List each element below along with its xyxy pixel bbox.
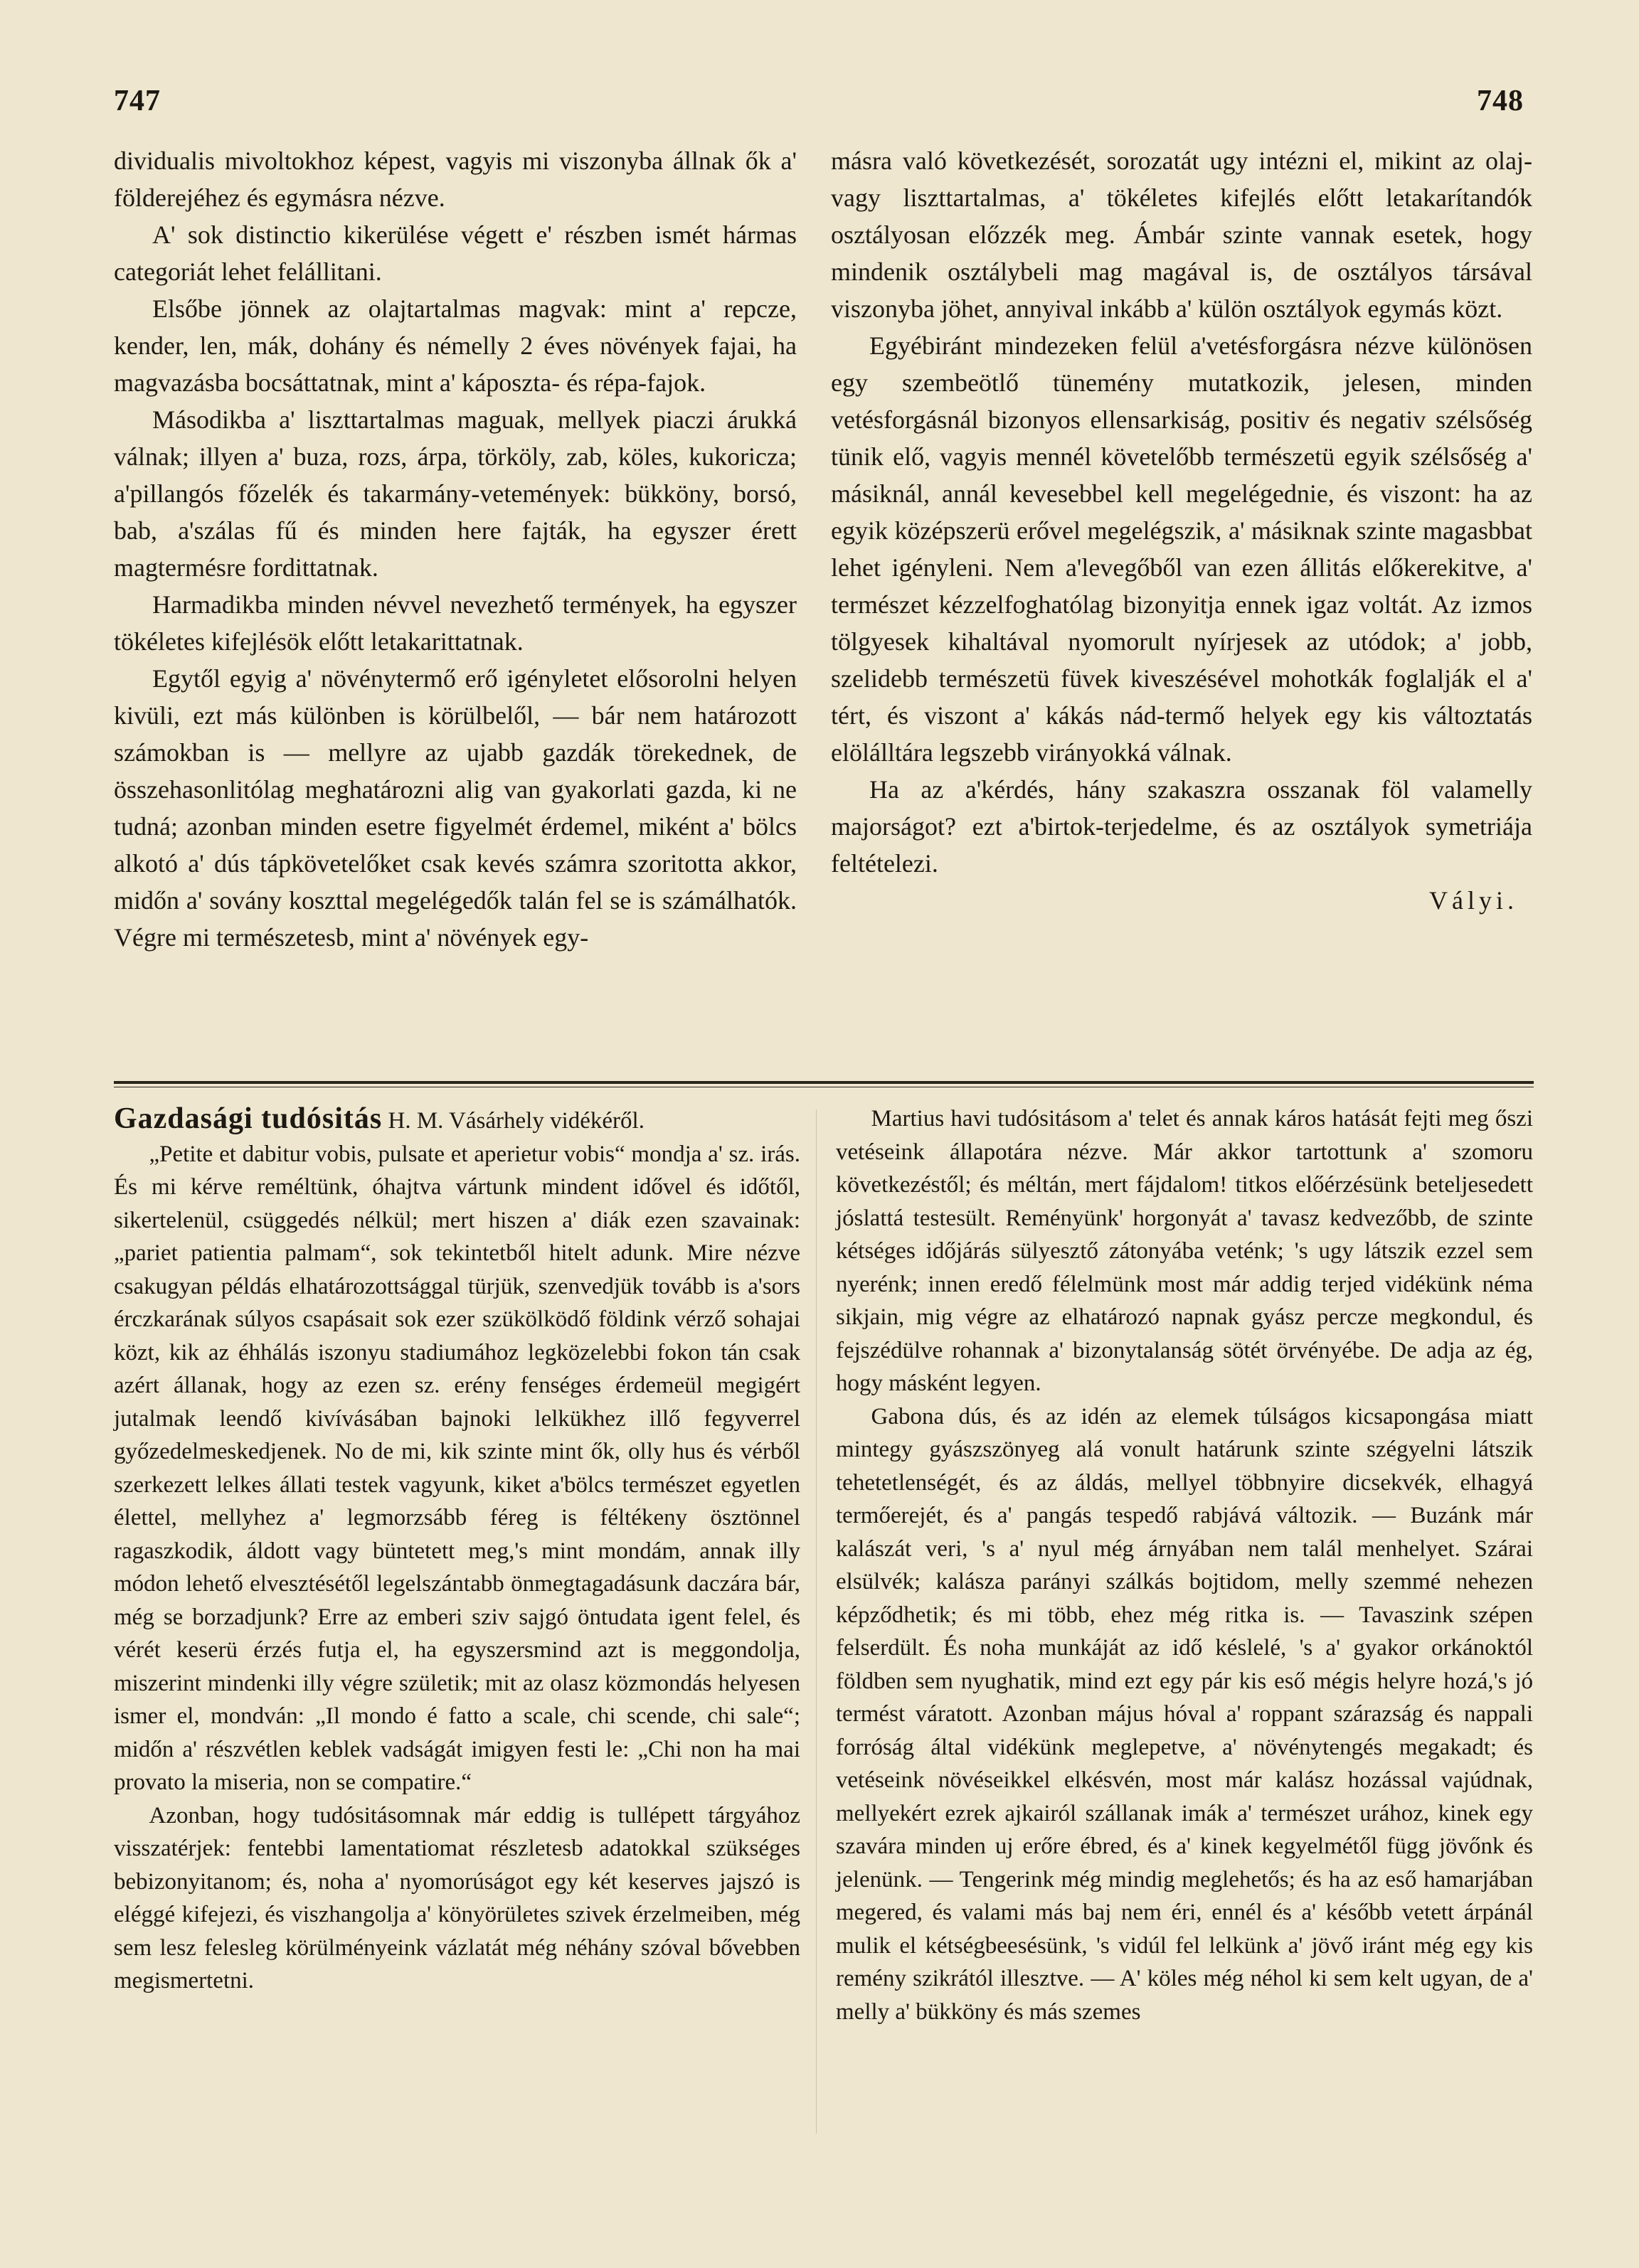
column-separator [816, 1109, 817, 2134]
lower-right-column [836, 1102, 1533, 2028]
upper-left-column [114, 142, 797, 956]
section-divider [114, 1081, 1534, 1084]
paragraph: Harmadikba minden névvel nevezhető termények, ha egyszer tökéletes kifejlésök előtt letakarittatnak. [114, 590, 797, 656]
paragraph: Azonban, hogy tudósitásomnak már eddig is tullépett tárgyához visszatérjek: fentebbi lamentatiomat részletesb adatokkal szükséges bebizonyitanom; és, noha a' nyomorúságot egy két keserves jajszó is eléggé kifejezi, és viszhangolja a' könyörületes szivek érzelmeiben, még sem lesz felesleg körülményeink vázlatát még néhány szóval bővebben megismertetni. [114, 1802, 800, 1993]
page-number-right: 748 [1477, 85, 1524, 117]
page-number-left: 747 [114, 85, 161, 117]
paragraph: Egyébiránt mindezeken felül a'vetésforgásra nézve különösen egy szembeötlő tünemény mutatkozik, jelesen, minden vetésforgásnál bizonyos ellensarkiság, positiv és negativ szélsőség tünik elő, vagyis mennél követelőbb természetü egyik szélsőség a' másiknál, annál kevesebbel kell megelégednie, és viszont: ha az egyik középszerü erővel megelégszik, a' másiknak szinte magasbbat lehet igényleni. Nem a'levegőből van ezen állitás előkerekitve, a' természet kézzelfoghatólag bizonyitja ennek igaz voltát. Az izmos tölgyesek kihaltával nyomorult nyírjesek az utódok; a' jobb, szelidebb természetü füvek kiveszésével mohotkák foglalják el a' tért, és viszont a' kákás nád-termő helyek egy kis változtatás elölálltára legszebb virányokká válnak. [831, 331, 1532, 767]
paragraph: Gabona dús, és az idén az elemek túlságos kicsapongása miatt mintegy gyászszönyeg alá vonult határunk szinte szégyelni látszik tehetetlenségét, és az áldás, mellyel többnyire dicsekvék, elhagyá termőerejét, és a' pangás tespedő rabjává változik. — Buzánk már kalászát veri, 's a' nyul még árnyában nem talál menhelyet. Szárai elsülvék; kalásza parányi szálkás bojtidom, melly szemmé nehezen képződhetik; és mi több, ehez még ritka is. — Tavaszink szépen felserdült. És noha munkáját az idő késlelé, 's a' gyakor orkánoktól földben sem nyughatik, mind ezt egy pár kis eső mégis helyre hozá,'s jó termést váratott. Azonban május hóval a' roppant szárazság és nappali forróság által vidékünk meglepetve, a' növénytengés megakadt; és vetéseink növéseikkel elkésvén, most már kalász hozással vajúdnak, mellyekért ezrek ajkairól szállanak imák a' természet urához, kinek egy szavára minden uj erőre ébred, és a' kinek kegyelmétől függ jövőnk és jelenünk. — Tengerink még mindig meglehetős; és ha az eső hamarjában megered, és valami más baj nem éri, ennél és a' később vetett árpánál mulik el kétségbeesésünk, 's vidúl fel lelkünk a' jövő iránt még egy kis remény szikrától illesztve. — A' köles még néhol ki sem kelt ugyan, de a' melly a' bükköny és más szemes [836, 1403, 1533, 2025]
paragraph: Másodikba a' liszttartalmas maguak, mellyek piaczi árukká válnak; illyen a' buza, rozs, árpa, törköly, zab, köles, kukoricza; a'pillangós főzelék és takarmány-vetemények: bükköny, borsó, bab, a'szálas fű és minden here fajták, ha egyszer érett magtermésre fordittatnak. [114, 405, 797, 582]
upper-right-column [831, 142, 1532, 919]
lower-left-column [114, 1102, 800, 1998]
paragraph: másra való következését, sorozatát ugy intézni el, mikint az olaj- vagy liszttartalmas, a' tökéletes kifejlés előtt letakarítandók osztályosan előzzék meg. Ámbár szinte vannak esetek, hogy mindenik osztálybeli mag magával is, de osztályos társával viszonyba jöhet, annyival inkább a' külön osztályok egymás közt. [831, 147, 1532, 323]
paragraph: Egytől egyig a' növénytermő erő igényletet elősorolni helyen kivüli, ezt más különben is körülbelől, — bár nem határozott számokban is — mellyre az ujabb gazdák törekednek, de összehasonlitólag meghatározni alig van gyakorlati gazda, ki ne tudná; azonban minden esetre figyelmét érdemel, miként a' bölcs alkotó a' dús tápkövetelőket csak kevés számra szoritotta akkor, midőn a' sovány koszttal megelégedők talán fel se is számálhatók. Végre mi természetesb, mint a' növények egy- [114, 664, 797, 952]
paragraph: dividualis mivoltokhoz képest, vagyis mi viszonyba állnak ők a' földerejéhez és egymásra nézve. [114, 147, 797, 212]
paragraph: A' sok distinctio kikerülése végett e' részben ismét hármas categoriát lehet felállitani. [114, 220, 797, 286]
paragraph: Ha az a'kérdés, hány szakaszra osszanak föl valamelly majorságot? ezt a'birtok-terjedelme, és az osztályok symetriája feltételezi. [831, 775, 1532, 878]
article-heading-line [114, 1102, 800, 1138]
paragraph: „Petite et dabitur vobis, pulsate et aperietur vobis“ mondja a' sz. irás. És mi kérve reméltünk, óhajtva vártunk mindent idővel és időtől, sikertelenül, csüggedés nélkül; mert hiszen a' diák ezen szavainak: „pariet patientia palmam“, sok tekintetből hitelt adunk. Mire nézve csakugyan példás elhatározottsággal türjük, szenvedjük tovább is a'sors érczkarának súlyos csapásait sok ezer szükölködő földink vérző sohajai közt, kik az éhhálás iszonyu stadiumához legközelebbi fokon tán csak azért állanak, hogy az ezen sz. erény fenséges érdemeül megigért jutalmak leendő kivívásában bajnoki lelkükhez illő fegyverrel győzedelmeskedjenek. No de mi, kik szinte mint ők, olly hus és vérből szerkezett lelkes állati testek vagyunk, kiket a'bölcs természet egyetlen élettel, mellyhez a' legmorzsább féreg is féltékeny ösztönnel ragaszkodik, áldott vagy büntetett meg,'s mint mondám, annak illy módon lehető elvesztésétől legelszántabb önmegtagadásunk daczára bár, még se borzadjunk? Erre az emberi sziv sajgó öntudata igent felel, és vérét keserü érzés futja el, ha egyszersmind azt is meggondolja, miszerint mindenki illy végre születik; mit az olasz közmondás helyesen ismer el, mondván: „Il mondo é fatto a scale, chi scende, chi sale“; midőn a' részvétlen keblek vadságát imigyen festi le: „Chi non ha mai provato la miseria, non se compatire.“ [114, 1141, 800, 1795]
paragraph: Elsőbe jönnek az olajtartalmas magvak: mint a' repcze, kender, len, mák, dohány és némelly 2 éves növények fajai, ha magvazásba bocsáttatnak, mint a' káposzta- és répa-fajok. [114, 294, 797, 397]
paragraph: Martius havi tudósitásom a' telet és annak káros hatását fejti meg őszi vetéseink állapotára nézve. Már akkor tartottunk a' szomoru következéstől; és méltán, mert fájdalom! titkos előérzésünk beteljesedett jóslattá testesült. Reményünk' horgonyát a' tavasz kedvezőbb, de szinte kétséges időjárás sülyesztő zátonyába veténk; 's ugy látszik ezzel sem nyerénk; innen eredő félelmünk most már addig terjed vidékünk néma sikjain, mig végre az elhatározó napnak gyász percze megkondul, és fejszédülve rohannak a' bizonytalanság sötét örvényébe. De adja az ég, hogy másként legyen. [836, 1106, 1533, 1396]
article-heading-rest: H. M. Vásárhely vidékéről. [382, 1108, 645, 1134]
article-heading: Gazdasági tudósitás [114, 1102, 383, 1135]
author-signature: Vályi. [1429, 886, 1518, 915]
